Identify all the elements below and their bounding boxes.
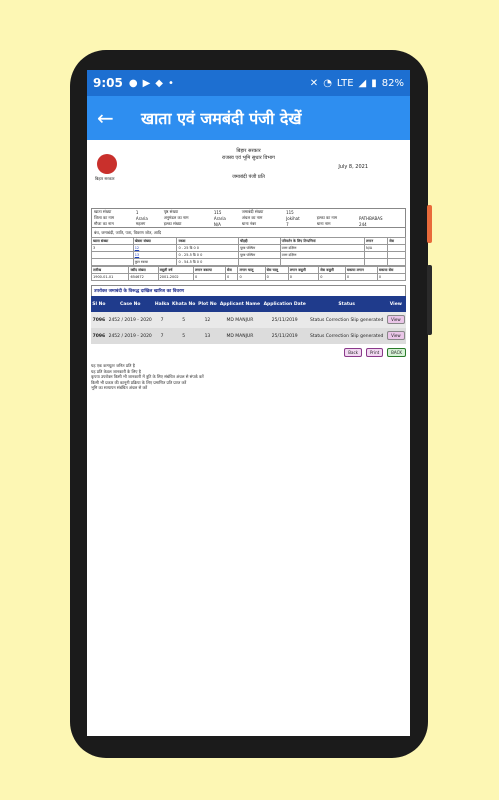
wifi-icon: ◔ [323, 77, 332, 89]
applications-title: उपरोक्त जमाबंदी के विरूद्ध दाखिल खारिज का विवरण [91, 285, 406, 296]
address-block: बंध, जमाबंदी, जाति, पता, विवरण जोत, आदि [91, 228, 406, 237]
notification-icons [129, 78, 174, 89]
notes [91, 363, 406, 391]
mute-icon: ✕ [309, 77, 319, 89]
seal-label: बिहार सरकार [95, 176, 115, 181]
doc-date: July 8, 2021 [338, 164, 368, 170]
application-row: 7096 2452 / 2019 - 2020 7 5 12 MD MANJUR 25/11/2019 Status Correction Slip generated View [91, 312, 406, 328]
ledger-table [91, 266, 406, 281]
app-icon: ◆ [155, 77, 163, 89]
meta-row: खाता संख्या 1 पृष्ठ संख्या 115 जमाबंदी संख्या 115 [94, 209, 294, 215]
app-bar [87, 96, 410, 140]
doc-dept: राजस्व एवं भूमि सुधार विभाग [222, 155, 275, 161]
user-icon: ● [128, 77, 138, 89]
doc-register-title: जमाबंदी पंजी प्रति [232, 174, 265, 180]
view-button[interactable]: View [387, 331, 405, 340]
ledger-header: तारीख रसीद संख्या वसूली वर्ष लगान बकाया सेस लगान चालू सेस चालू लगान वसूली सेस वसूली बकाया लगान बकाया सेस [92, 267, 406, 274]
doc-actions [91, 348, 406, 357]
applications-header: Sl No Case No Halka Khata No Plot No Applicant Name Application Date Status View [91, 296, 406, 312]
doc-gov: बिहार सरकार [236, 148, 261, 154]
note-line: कृपया उपरोक्त किसी भी जानकारी में त्रुटि के लिए संबंधित अंचल से संपर्क करें [91, 374, 204, 379]
application-row: 7096 2452 / 2019 - 2020 7 5 13 MD MANJUR 25/11/2019 Status Correction Slip generated View [91, 328, 406, 344]
khesra-total-row: कुल रकबा 0 . 54.5 डि 0 0 [92, 259, 406, 266]
status-time: 9:05 [93, 76, 123, 90]
view-button[interactable]: View [387, 315, 405, 324]
back-button[interactable]: Back [344, 348, 362, 357]
note-line: यह एक कम्प्यूटर जनित प्रति है [91, 363, 135, 368]
note-line: यह प्रति केवल जानकारी के लिए है [91, 368, 141, 374]
meta-box [91, 208, 406, 228]
khesra-header: खाता संख्या खेसरा संख्या रकबा चौहद्दी परिवर्तन के लिए टिप्पणियां लगान सेस [92, 238, 406, 245]
khesra-table [91, 237, 406, 266]
doc-header [91, 146, 406, 208]
network-label: LTE [336, 77, 354, 89]
applications-table [91, 296, 406, 344]
youtube-icon: ▶ [142, 77, 151, 89]
screen [87, 70, 410, 736]
battery-icon: ▮ [371, 77, 377, 89]
khesra-row: 13 0 . 25.5 डि 0 0 पूरब पश्चिम उत्तर दक्षिण [92, 252, 406, 259]
meta-row: मौजा का नाम महलग हल्का संख्या N/A थाना नंबर 7 थाना नाम 244 [94, 221, 367, 227]
back-arrow-icon[interactable]: ← [97, 106, 114, 130]
go-back-button[interactable]: BACK [387, 348, 406, 357]
volume-button [427, 265, 432, 335]
ledger-row: 1900-01-01 654672 2001-2002 0 0 0 0 0 0 0 0 [92, 274, 406, 281]
dot-icon: • [168, 77, 174, 89]
print-button[interactable]: Print [366, 348, 383, 357]
note-line: किसी भी प्रकार की कानूनी प्रक्रिया के लिए प्रमाणित प्रति प्राप्त करें [91, 379, 187, 385]
battery-level: 82% [381, 77, 404, 89]
meta-row: जिला का नाम Araria अनुमंडल का नाम Araria अंचल का नाम Jokihat हल्का का नाम PATHBABAS [94, 215, 383, 221]
power-button [427, 205, 432, 243]
page-title: खाता एवं जमबंदी पंजी देखें [141, 109, 302, 128]
note-line: भूमि का सत्यापन संबंधित अंचल से करें [91, 385, 148, 390]
signal-icon: ◢ [358, 77, 367, 89]
meta-table [92, 209, 405, 227]
status-bar [87, 70, 410, 96]
document-view[interactable] [87, 140, 410, 397]
khesra-row: 3 12 0 . 25 डि 0 0 पूरब पश्चिम उत्तर दक्षिण N/A [92, 245, 406, 252]
